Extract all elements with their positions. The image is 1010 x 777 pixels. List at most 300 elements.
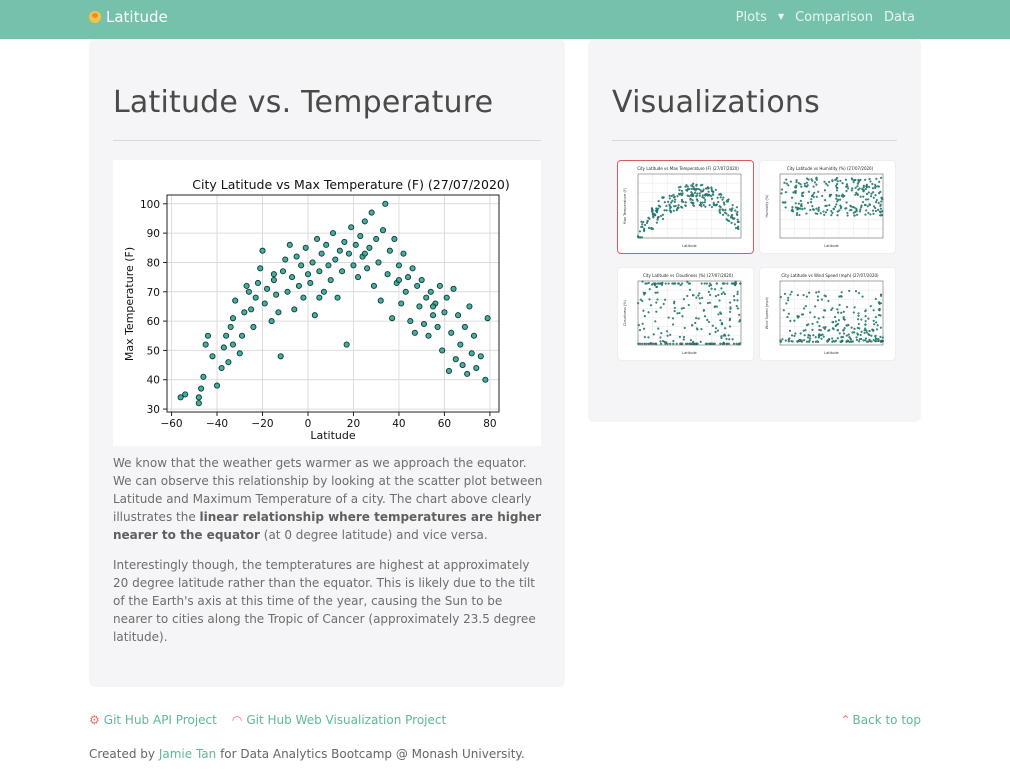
thumb-point [711,190,713,192]
thumb-point [869,339,871,341]
thumb-point [662,196,664,198]
thumb-point [864,324,866,326]
thumb-point [874,184,876,186]
thumb-point [865,338,867,340]
thumb-point [856,339,858,341]
thumb-point [843,329,845,331]
thumb-point [875,210,877,212]
thumb-point [673,194,675,196]
thumb-point [728,338,730,340]
thumb-point [825,326,827,328]
thumb-point [727,199,729,201]
thumb-point [863,340,865,342]
data-point [244,283,249,288]
data-point [219,365,224,370]
data-point [374,236,379,241]
thumb-point [737,219,739,221]
thumb-point [873,213,875,215]
thumb-point [836,195,838,197]
thumb-point [870,181,872,183]
thumb-point [796,214,798,216]
thumb-point [854,179,856,181]
data-point [355,275,360,280]
data-point [410,266,415,271]
thumb-point [801,340,803,342]
thumb-point [696,193,698,195]
github-webvis-link[interactable] [232,713,446,727]
thumb-point [719,319,721,321]
thumb-point [877,340,879,342]
thumb-point [880,208,882,210]
data-point [308,280,313,285]
thumb-point [824,199,826,201]
thumb-point [702,190,704,192]
data-point [294,254,299,259]
thumb-point [845,207,847,209]
data-point [346,251,351,256]
back-to-top-link[interactable] [840,713,921,727]
thumb-point [660,307,662,309]
data-point [287,242,292,247]
thumb-point [791,197,793,199]
x-tick-label: 20 [346,418,361,430]
thumb-point [657,283,659,285]
data-point [408,318,413,323]
nav-plots-dropdown[interactable] [725,10,784,25]
thumb-point [831,179,833,181]
data-point [417,304,422,309]
thumb-point [733,343,735,345]
thumb-point [709,302,711,304]
data-point [330,231,335,236]
thumb-point [737,308,739,310]
thumb-point [855,208,857,210]
data-point [251,324,256,329]
thumb-point [719,209,721,211]
thumb-point [830,210,832,212]
data-point [462,324,467,329]
data-point [435,324,440,329]
thumb-point [664,201,666,203]
thumb-point [850,339,852,341]
thumb-point [858,323,860,325]
thumb-point [708,285,710,287]
thumb-point [702,194,704,196]
thumb-point [837,180,839,182]
thumb-point [704,283,706,285]
data-point [230,316,235,321]
thumb-point [680,193,682,195]
thumbnail-chart-cloudiness [618,268,753,360]
thumb-point [846,335,848,337]
thumb-point [638,236,640,238]
thumb-point [818,291,820,293]
thumb-point [652,216,654,218]
data-point [469,351,474,356]
data-point [230,342,235,347]
thumb-point [651,343,653,345]
thumb-point [711,206,713,208]
thumb-point [644,343,646,345]
thumb-point [737,226,739,228]
thumb-point [678,283,680,285]
thumb-point [858,312,860,314]
thumbnail-ylabel: Max Temperature (F) [623,187,627,225]
thumb-point [834,316,836,318]
thumb-point [669,210,671,212]
thumb-point [723,204,725,206]
thumb-point [785,207,787,209]
thumb-point [860,334,862,336]
thumb-point [673,302,675,304]
data-point [246,289,251,294]
thumb-point [737,291,739,293]
thumb-point [875,340,877,342]
visualizations-title: Visualizations [612,85,820,120]
thumb-point [695,297,697,299]
thumb-point [869,330,871,332]
thumb-point [843,333,845,335]
github-api-link[interactable] [89,713,217,727]
thumb-point [842,182,844,184]
thumb-point [857,183,859,185]
thumb-point [672,317,674,319]
y-tick-label: 90 [146,228,160,241]
data-point [371,283,376,288]
scatter-chart [113,160,541,446]
thumb-point [654,320,656,322]
thumbnail-temperature[interactable] [617,160,754,254]
thumb-point [721,323,723,325]
brand-link[interactable] [89,8,168,26]
thumb-point [720,196,722,198]
thumb-point [660,343,662,345]
thumb-point [835,321,837,323]
thumb-point [805,329,807,331]
thumb-point [807,202,809,204]
thumb-point [685,201,687,203]
thumb-point [687,195,689,197]
thumb-point [730,215,732,217]
thumb-point [732,283,734,285]
rainbow-icon: ◠ [231,713,243,727]
thumb-point [725,209,727,211]
data-point [326,263,331,268]
thumb-point [868,318,870,320]
main-panel [89,39,565,687]
thumb-point [806,213,808,215]
brand-label: Latitude [106,8,168,26]
thumb-point [781,193,783,195]
thumb-point [858,315,860,317]
thumb-point [728,343,730,345]
thumb-point [692,202,694,204]
thumb-point [646,283,648,285]
thumb-point [701,297,703,299]
thumb-point [676,343,678,345]
thumb-point [839,205,841,207]
data-point [392,236,397,241]
thumb-point [857,318,859,320]
thumb-point [781,189,783,191]
thumb-point [655,283,657,285]
thumb-point [839,332,841,334]
thumb-point [729,311,731,313]
data-point [465,371,470,376]
data-point [349,225,354,230]
x-tick-label: −20 [251,418,274,430]
thumbnail-ylabel: Wind Speed (mph) [765,296,769,330]
thumb-point [708,191,710,193]
thumb-point [853,312,855,314]
thumb-point [700,184,702,186]
thumb-point [880,327,882,329]
thumb-point [787,297,789,299]
globe-icon [89,11,101,23]
thumb-point [739,319,741,321]
thumb-point [803,339,805,341]
thumb-point [650,227,652,229]
thumb-point [653,333,655,335]
thumb-point [673,210,675,212]
thumb-point [819,325,821,327]
thumb-point [688,195,690,197]
nav-comparison[interactable]: Comparison [795,10,873,25]
thumb-point [851,190,853,192]
thumb-point [791,334,793,336]
thumb-point [722,343,724,345]
thumbnail-xlabel: Latitude [824,351,839,355]
data-point [387,248,392,253]
thumb-point [832,321,834,323]
thumb-point [737,300,739,302]
data-point [253,295,258,300]
thumb-point [880,340,882,342]
thumb-point [693,186,695,188]
thumb-point [823,211,825,213]
data-point [415,283,420,288]
thumb-point [737,221,739,223]
thumb-point [876,199,878,201]
thumb-point [792,206,794,208]
thumb-point [836,190,838,192]
data-point [333,257,338,262]
thumb-point [709,204,711,206]
thumb-point [736,206,738,208]
thumb-point [813,196,815,198]
thumb-point [861,331,863,333]
thumb-point [868,186,870,188]
thumb-point [858,292,860,294]
github-webvis-label: Git Hub Web Visualization Project [246,713,447,727]
thumb-point [704,315,706,317]
thumb-point [808,179,810,181]
thumb-point [672,340,674,342]
thumb-point [641,300,643,302]
thumbnail-title: City Latitude vs Cloudiness (%) (27/07/2020) [643,273,733,278]
data-point [305,272,310,277]
navbar [0,0,1010,39]
thumb-point [872,330,874,332]
thumb-point [854,328,856,330]
thumb-point [832,307,834,309]
data-point [353,242,358,247]
thumb-point [840,180,842,182]
thumb-point [854,194,856,196]
thumb-point [838,319,840,321]
thumb-point [736,305,738,307]
thumb-point [875,316,877,318]
thumb-point [729,326,731,328]
thumb-point [797,294,799,296]
thumb-point [803,294,805,296]
data-point [369,210,374,215]
thumb-point [873,323,875,325]
thumb-point [865,210,867,212]
thumb-point [878,309,880,311]
thumb-point [846,202,848,204]
nav-data[interactable]: Data [883,10,915,25]
thumb-point [821,195,823,197]
thumb-point [823,316,825,318]
thumb-point [860,206,862,208]
thumb-point [721,293,723,295]
thumb-point [726,283,728,285]
data-point [271,272,276,277]
data-point [342,239,347,244]
thumb-frame [780,281,883,345]
thumb-point [860,319,862,321]
thumb-point [720,194,722,196]
y-tick-label: 50 [146,345,160,358]
thumb-point [795,202,797,204]
thumb-point [732,338,734,340]
thumb-point [667,335,669,337]
thumb-point [807,337,809,339]
thumbnail-humidity[interactable] [759,160,896,254]
thumb-point [836,187,838,189]
thumb-point [817,321,819,323]
thumb-point [800,186,802,188]
data-point [258,266,263,271]
thumb-point [695,190,697,192]
thumb-point [682,315,684,317]
thumb-point [867,341,869,343]
thumb-point [851,341,853,343]
data-point [321,289,326,294]
data-point [233,298,238,303]
thumb-point [832,212,834,214]
data-point [424,295,429,300]
thumb-point [649,288,651,290]
thumb-point [715,189,717,191]
thumb-point [814,305,816,307]
thumb-point [836,309,838,311]
thumb-point [720,288,722,290]
thumb-point [877,209,879,211]
thumb-point [872,187,874,189]
thumb-point [689,199,691,201]
thumb-point [697,200,699,202]
thumb-point [809,312,811,314]
data-point [344,342,349,347]
thumb-point [837,329,839,331]
thumb-point [688,188,690,190]
thumb-point [879,214,881,216]
author-link[interactable]: Jamie Tan [158,747,217,761]
data-point [351,263,356,268]
data-point [365,266,370,271]
x-tick-label: 80 [483,418,497,430]
thumb-point [691,185,693,187]
thumb-point [827,330,829,332]
thumb-point [734,299,736,301]
thumb-point [846,325,848,327]
thumb-point [877,324,879,326]
data-point [421,321,426,326]
thumb-point [846,190,848,192]
data-point [483,377,488,382]
thumb-point [674,196,676,198]
data-point [242,310,247,315]
thumb-point [690,339,692,341]
thumb-point [655,311,657,313]
thumb-point [878,202,880,204]
thumbnail-cloudiness[interactable] [617,267,754,361]
title-divider [113,140,541,141]
data-point [310,260,315,265]
thumb-point [692,341,694,343]
thumb-point [648,227,650,229]
thumb-point [700,205,702,207]
thumb-point [782,338,784,340]
thumbnail-wind-speed[interactable] [759,267,896,361]
thumb-point [829,194,831,196]
thumb-point [857,193,859,195]
chart-grid [167,195,499,412]
data-point [440,348,445,353]
thumb-point [840,208,842,210]
thumb-point [785,191,787,193]
thumb-point [712,325,714,327]
thumbnail-xlabel: Latitude [824,244,839,248]
thumbnail-xlabel: Latitude [682,351,697,355]
thumb-point [637,343,639,345]
thumb-point [674,310,676,312]
thumb-point [669,195,671,197]
thumb-point [818,335,820,337]
thumb-point [659,206,661,208]
thumb-point [642,221,644,223]
thumb-point [818,318,820,320]
y-tick-label: 100 [139,198,160,211]
thumb-point [667,201,669,203]
thumb-point [727,215,729,217]
thumb-point [801,195,803,197]
thumb-point [880,336,882,338]
thumb-point [717,294,719,296]
data-point [183,392,188,397]
thumb-point [878,302,880,304]
thumb-point [808,292,810,294]
thumbnail-xlabel: Latitude [682,244,697,248]
thumb-point [670,211,672,213]
thumb-point [728,334,730,336]
data-point [228,324,233,329]
thumb-point [828,300,830,302]
thumb-point [715,327,717,329]
thumbnail-title: City Latitude vs Wind Speed (mph) (27/07/2020) [781,273,879,278]
